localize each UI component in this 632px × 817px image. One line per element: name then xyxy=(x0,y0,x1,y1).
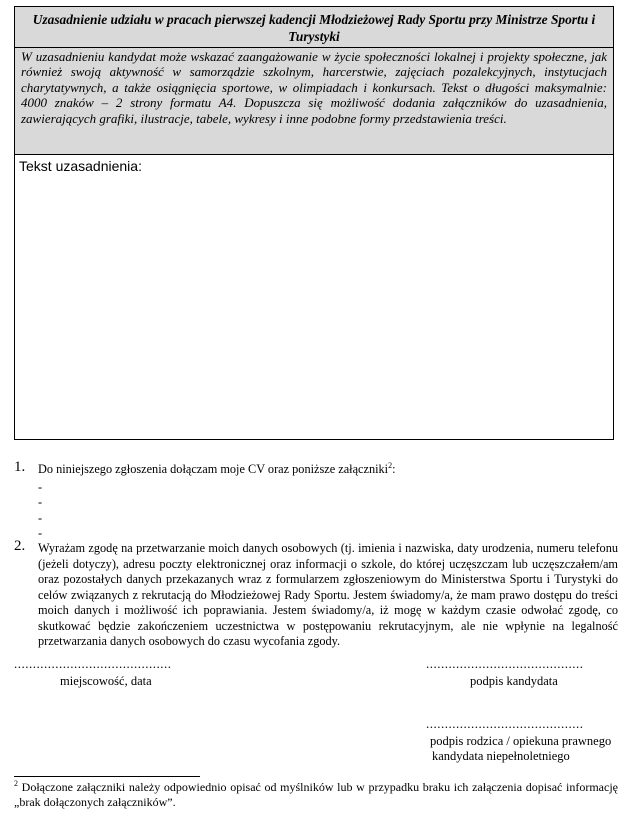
item-number: 1. xyxy=(14,459,26,475)
candidate-signature-line[interactable]: .......................................... xyxy=(426,656,584,671)
parent-signature-line[interactable]: .......................................... xyxy=(426,716,584,731)
text-field-label: Tekst uzasadnienia: xyxy=(19,158,142,174)
consent-item xyxy=(14,538,618,650)
footnote-separator xyxy=(14,776,200,777)
footnote-number: 2 xyxy=(14,779,18,788)
consent-text: Wyrażam zgodę na przetwarzanie moich danych osobowych (tj. imienia i nazwiska, daty urodzenia, numeru telefonu (jeżeli dotyczy), adresu poczty elektronicznej oraz informacji o szkole, do której uczęszczam lub uczęszczałem/am oraz pozostałych danych przekazanych wraz z formularzem zgłoszeniowym do Ministerstwa Sportu i Turystyki do celów związanych z rekrutacją do Młodzieżowej Rady Sportu. Jestem świadomy/a, że mam prawo dostępu do treści moich danych i możliwość ich poprawiania. Jestem świadomy/a, iż mogę w każdym czasie odwołać zgodę, co skutkować będzie zakończeniem uczestnictwa w postępowaniu rekrutacyjnym, ale nie wpłynie na legalność przetwarzania danych osobowych do czasu wycofania zgody. xyxy=(38,541,618,648)
parent-signature-label-line2: kandydata niepełnoletniego xyxy=(432,749,570,763)
parent-signature-label-line1: podpis rodzica / opiekuna prawnego xyxy=(430,734,612,748)
place-date-line[interactable]: .......................................... xyxy=(14,656,172,671)
place-date-label: miejscowość, data xyxy=(60,674,152,688)
attachment-list xyxy=(38,480,618,542)
footnote xyxy=(14,780,618,810)
item-number: 2. xyxy=(14,538,26,554)
attachments-text: Do niniejszego zgłoszenia dołączam moje CV oraz poniższe załączniki xyxy=(38,462,389,476)
section-title: Uzasadnienie udziału w pracach pierwszej kadencji Młodzieżowej Rady Sportu przy Ministrze Sportu i Turystyki xyxy=(15,11,613,48)
justification-box xyxy=(14,6,614,440)
justification-header xyxy=(15,7,613,155)
instructions-text: W uzasadnieniu kandydat może wskazać zaangażowanie w życie społeczności lokalnej i projekty społeczne, jak również swoją aktywność w samorządzie szkolnym, harcerstwie, zajęciach pozalekcyjnych, instytucjach charytatywnych, a także osiągnięcia sportowe, w olimpiadach i konkursach. Tekst o długości maksymalnie: 4000 znaków – 2 strony formatu A4. Dopuszcza się możliwość dodania załączników do uzasadnienia, zawierających grafiki, ilustracje, tabele, wykresy i inne podobne formy przedstawienia treści. xyxy=(21,49,607,126)
attachments-colon: : xyxy=(392,462,396,476)
attachment-line[interactable]: - xyxy=(38,495,43,509)
attachment-line[interactable]: - xyxy=(38,526,43,540)
parent-signature-label xyxy=(430,734,611,764)
footnote-text: Dołączone załączniki należy odpowiednio opisać od myślników lub w przypadku braku ich załączenia dopisać informację „brak dołączonych załączników”. xyxy=(14,780,618,809)
attachments-item xyxy=(14,459,618,542)
attachment-line[interactable]: - xyxy=(38,479,43,494)
footnote-ref: 2 xyxy=(388,460,393,470)
justification-text-field[interactable] xyxy=(15,155,613,177)
attachment-line[interactable]: - xyxy=(38,510,43,525)
candidate-signature-label: podpis kandydata xyxy=(470,674,558,688)
